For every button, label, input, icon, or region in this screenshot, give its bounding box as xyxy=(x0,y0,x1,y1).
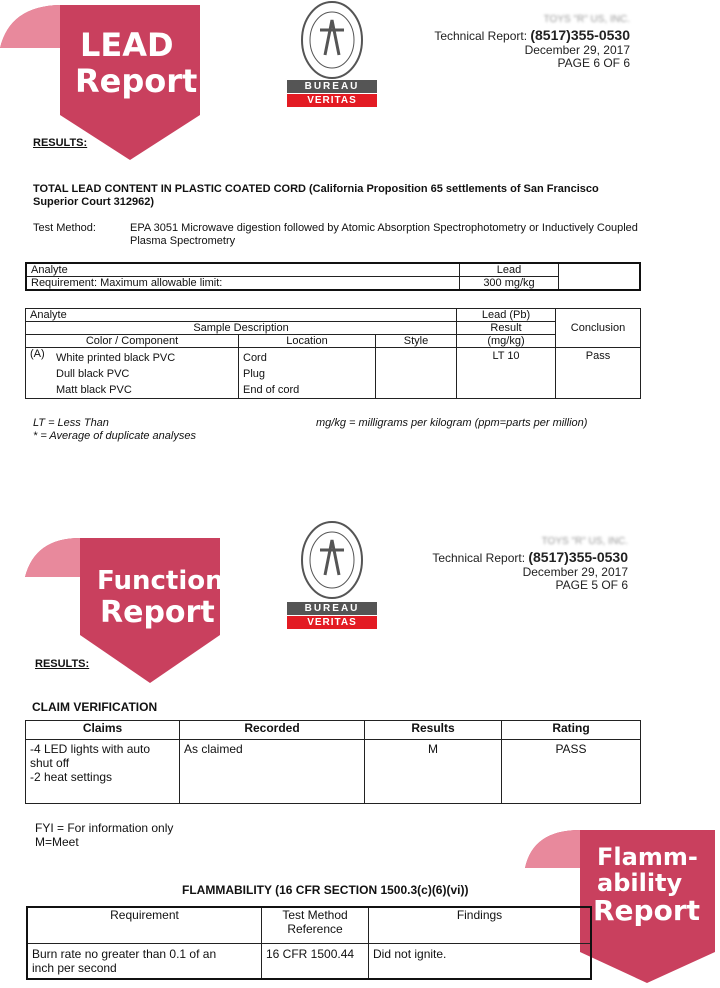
results-heading: RESULTS: xyxy=(35,658,90,670)
lead-header: Lead xyxy=(460,263,559,277)
lead-results-table xyxy=(25,308,641,399)
logo-word-veritas: VERITAS xyxy=(287,94,377,107)
claims-header: Claims xyxy=(26,721,180,740)
component: Dull black PVC xyxy=(56,368,130,380)
sample-description-header: Sample Description xyxy=(26,322,457,335)
requirement-table xyxy=(25,262,641,291)
row-id: (A) xyxy=(26,348,53,399)
requirement-cell xyxy=(27,943,262,979)
test-method-header-line: Test Method xyxy=(282,908,348,922)
component: White printed black PVC xyxy=(56,352,176,364)
style-header: Style xyxy=(376,335,457,348)
page-number: PAGE 5 OF 6 xyxy=(555,578,628,592)
results-heading: RESULTS: xyxy=(33,137,88,149)
logo-emblem xyxy=(287,0,377,80)
location: End of cord xyxy=(243,384,300,396)
test-method-label: Test Method: xyxy=(33,222,96,234)
claims-table xyxy=(25,720,641,804)
ribbon-line-1: Function xyxy=(97,566,224,596)
ribbon-line-2: ability xyxy=(597,869,683,897)
lead-heading: TOTAL LEAD CONTENT IN PLASTIC COATED CORD (California Proposition 65 settlements of San Francisco Superior Court 312962) xyxy=(33,183,599,208)
ribbon-line-1: Flamm- xyxy=(597,843,698,871)
report-date: December 29, 2017 xyxy=(524,43,630,57)
note-mgkg: mg/kg = milligrams per kilogram (ppm=parts per million) xyxy=(316,417,588,429)
note-average: * = Average of duplicate analyses xyxy=(33,430,196,442)
ribbon-line-3: Report xyxy=(593,894,701,927)
recorded-header: Recorded xyxy=(180,721,365,740)
rating-header: Rating xyxy=(502,721,641,740)
method-value: 16 CFR 1500.44 xyxy=(262,943,369,979)
location-header: Location xyxy=(239,335,376,348)
logo-word-bureau: BUREAU xyxy=(287,80,377,93)
style-cell xyxy=(376,348,457,399)
report-date: December 29, 2017 xyxy=(522,565,628,579)
bureau-veritas-logo xyxy=(287,520,377,630)
requirement-line: Burn rate no greater than 0.1 of an xyxy=(32,946,217,961)
logo-word-bureau: BUREAU xyxy=(287,602,377,615)
flammability-table xyxy=(26,906,592,980)
company-name: TOYS "R" US, INC. xyxy=(541,536,628,547)
fyi-note: FYI = For information only xyxy=(35,821,174,835)
analyte-header: Analyte xyxy=(26,309,457,322)
claim-line: shut off xyxy=(30,756,70,770)
component: Matt black PVC xyxy=(56,384,132,396)
results-header: Results xyxy=(365,721,502,740)
test-method-header xyxy=(262,907,369,943)
location: Cord xyxy=(243,352,267,364)
meet-note: M=Meet xyxy=(35,835,79,849)
conclusion-header: Conclusion xyxy=(556,309,641,348)
claim-line: -4 LED lights with auto xyxy=(30,742,151,756)
lead-report-ribbon xyxy=(0,0,210,165)
company-name: TOYS "R" US, INC. xyxy=(543,14,630,25)
findings-header: Findings xyxy=(369,907,592,943)
test-method: EPA 3051 Microwave digestion followed by Atomic Absorption Spectrophotometry or Inductively Coupled Plasma Spectrometry xyxy=(130,222,638,247)
requirement-label: Requirement: Maximum allowable limit: xyxy=(26,277,460,291)
note-lt: LT = Less Than xyxy=(33,417,109,429)
logo-word-veritas: VERITAS xyxy=(287,616,377,629)
ribbon-line-1: LEAD xyxy=(80,26,174,64)
unit-header: (mg/kg) xyxy=(457,335,556,348)
components-cell xyxy=(52,348,239,399)
page-number: PAGE 6 OF 6 xyxy=(557,56,630,70)
report-number: Technical Report: (8517)355-0530 xyxy=(434,27,630,43)
location: Plug xyxy=(243,368,266,380)
claims-cell xyxy=(26,740,180,804)
rating-value: PASS xyxy=(502,740,641,804)
result-header: Result xyxy=(457,322,556,335)
ribbon-line-2: Report xyxy=(100,595,215,630)
result-value: M xyxy=(365,740,502,804)
ribbon-line-2: Report xyxy=(75,62,198,100)
claim-verification-heading: CLAIM VERIFICATION xyxy=(32,700,158,714)
logo-emblem xyxy=(287,520,377,600)
recorded-value: As claimed xyxy=(180,740,365,804)
finding-value: Did not ignite. xyxy=(369,943,592,979)
requirement-line: inch per second xyxy=(32,960,117,975)
locations-cell xyxy=(239,348,376,399)
flammability-heading: FLAMMABILITY (16 CFR SECTION 1500.3(c)(6)(vi)) xyxy=(182,883,469,897)
lead-pb-header: Lead (Pb) xyxy=(457,309,556,322)
analyte-header: Analyte xyxy=(26,263,460,277)
report-number: Technical Report: (8517)355-0530 xyxy=(432,549,628,565)
color-component-header: Color / Component xyxy=(26,335,239,348)
requirement-limit: 300 mg/kg xyxy=(460,277,559,291)
requirement-header: Requirement xyxy=(27,907,262,943)
reference-header-line: Reference xyxy=(287,922,343,936)
claim-line: -2 heat settings xyxy=(30,770,113,784)
result-value: LT 10 xyxy=(457,348,556,399)
conclusion-value: Pass xyxy=(556,348,641,399)
bureau-veritas-logo xyxy=(287,0,377,110)
